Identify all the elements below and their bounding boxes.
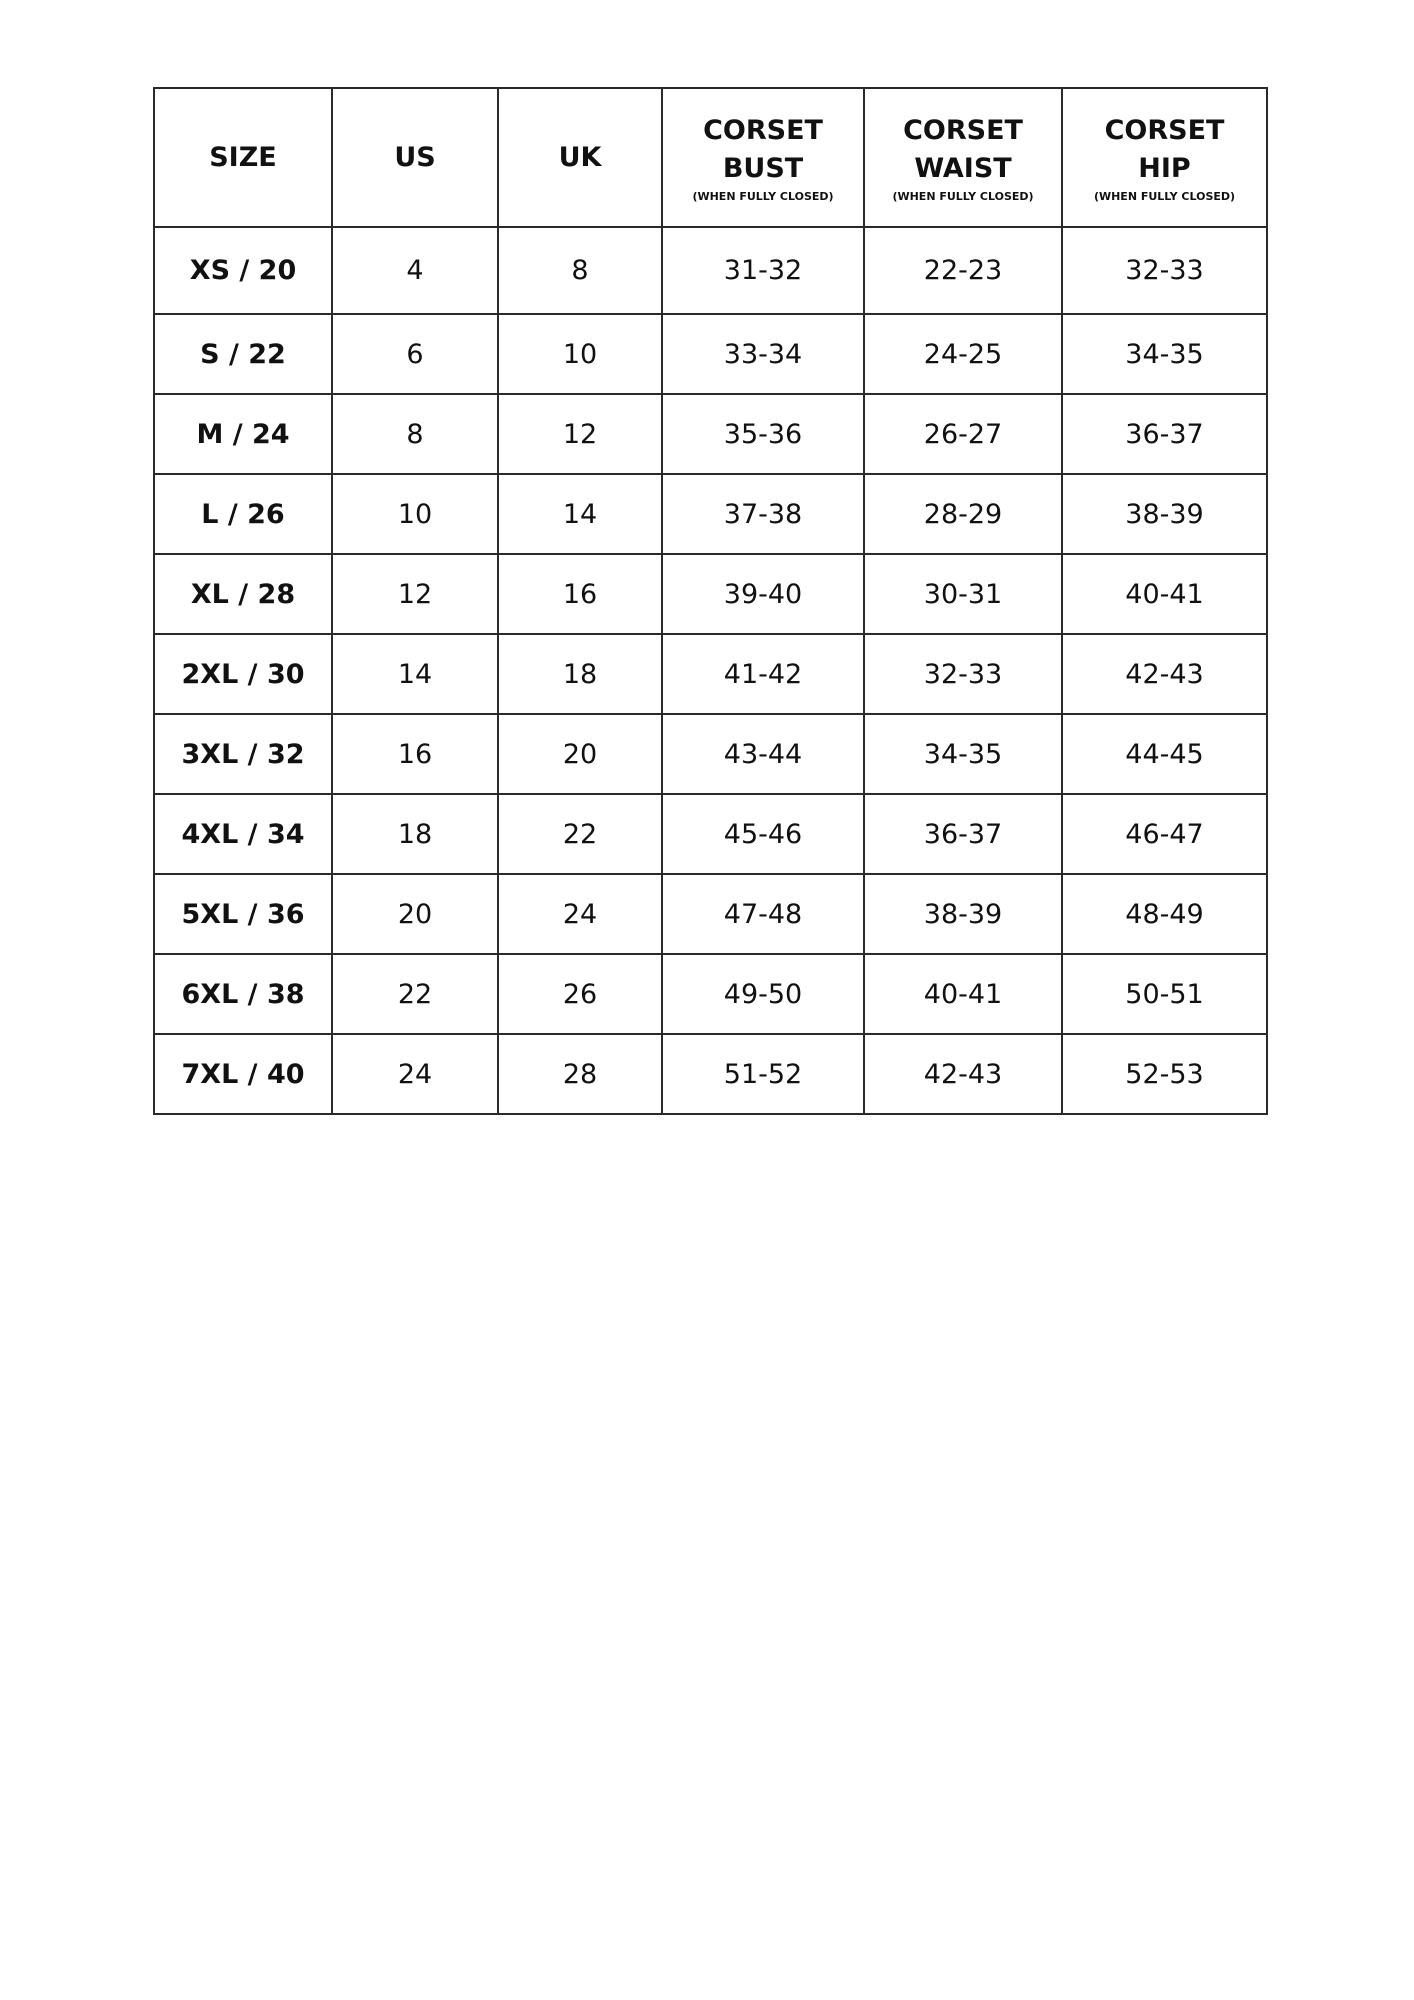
cell-corset-bust: 33-34 <box>662 314 864 394</box>
cell-size: S / 22 <box>154 314 332 394</box>
table-row <box>154 314 1267 394</box>
cell-corset-hip: 46-47 <box>1062 794 1267 874</box>
cell-corset-bust: 31-32 <box>662 227 864 314</box>
cell-corset-hip: 34-35 <box>1062 314 1267 394</box>
cell-corset-waist: 42-43 <box>864 1034 1062 1114</box>
cell-corset-bust: 43-44 <box>662 714 864 794</box>
cell-corset-bust: 35-36 <box>662 394 864 474</box>
cell-corset-waist: 40-41 <box>864 954 1062 1034</box>
cell-corset-bust: 37-38 <box>662 474 864 554</box>
cell-us: 22 <box>332 954 498 1034</box>
column-header-label: CORSET HIP <box>1104 114 1225 184</box>
cell-us: 12 <box>332 554 498 634</box>
column-header-us <box>332 88 498 227</box>
cell-us: 20 <box>332 874 498 954</box>
cell-us: 10 <box>332 474 498 554</box>
column-header-size <box>154 88 332 227</box>
cell-corset-hip: 42-43 <box>1062 634 1267 714</box>
cell-size: 3XL / 32 <box>154 714 332 794</box>
cell-corset-hip: 32-33 <box>1062 227 1267 314</box>
cell-uk: 10 <box>498 314 662 394</box>
header-row <box>154 88 1267 227</box>
table-row <box>154 474 1267 554</box>
table-row <box>154 714 1267 794</box>
size-chart-table <box>153 87 1268 1115</box>
cell-size: 2XL / 30 <box>154 634 332 714</box>
cell-uk: 8 <box>498 227 662 314</box>
column-header-label: SIZE <box>209 141 277 173</box>
cell-corset-hip: 44-45 <box>1062 714 1267 794</box>
cell-corset-waist: 24-25 <box>864 314 1062 394</box>
cell-corset-waist: 36-37 <box>864 794 1062 874</box>
column-header-note: (WHEN FULLY CLOSED) <box>692 189 834 203</box>
cell-corset-bust: 49-50 <box>662 954 864 1034</box>
table-row <box>154 874 1267 954</box>
table-row <box>154 1034 1267 1114</box>
cell-corset-waist: 30-31 <box>864 554 1062 634</box>
cell-corset-bust: 41-42 <box>662 634 864 714</box>
column-header-corset-waist <box>864 88 1062 227</box>
cell-corset-hip: 48-49 <box>1062 874 1267 954</box>
column-header-note: (WHEN FULLY CLOSED) <box>1093 189 1236 203</box>
cell-corset-waist: 32-33 <box>864 634 1062 714</box>
column-header-label: CORSET WAIST <box>903 114 1023 184</box>
cell-corset-bust: 45-46 <box>662 794 864 874</box>
cell-uk: 22 <box>498 794 662 874</box>
table-row <box>154 394 1267 474</box>
cell-size: XS / 20 <box>154 227 332 314</box>
column-header-label: US <box>394 141 436 173</box>
column-header-label: CORSET BUST <box>703 114 823 184</box>
cell-size: XL / 28 <box>154 554 332 634</box>
table-row <box>154 554 1267 634</box>
cell-uk: 26 <box>498 954 662 1034</box>
cell-corset-bust: 39-40 <box>662 554 864 634</box>
cell-corset-bust: 51-52 <box>662 1034 864 1114</box>
column-header-corset-bust <box>662 88 864 227</box>
cell-uk: 24 <box>498 874 662 954</box>
column-header-uk <box>498 88 662 227</box>
cell-uk: 28 <box>498 1034 662 1114</box>
column-header-label: UK <box>558 141 602 173</box>
cell-corset-hip: 38-39 <box>1062 474 1267 554</box>
cell-us: 14 <box>332 634 498 714</box>
cell-corset-bust: 47-48 <box>662 874 864 954</box>
cell-corset-hip: 36-37 <box>1062 394 1267 474</box>
cell-us: 24 <box>332 1034 498 1114</box>
cell-corset-hip: 40-41 <box>1062 554 1267 634</box>
size-chart-body <box>154 227 1267 1114</box>
cell-corset-waist: 28-29 <box>864 474 1062 554</box>
cell-uk: 16 <box>498 554 662 634</box>
column-header-note: (WHEN FULLY CLOSED) <box>892 189 1034 203</box>
cell-size: 4XL / 34 <box>154 794 332 874</box>
cell-corset-waist: 22-23 <box>864 227 1062 314</box>
cell-us: 8 <box>332 394 498 474</box>
cell-uk: 18 <box>498 634 662 714</box>
cell-corset-waist: 26-27 <box>864 394 1062 474</box>
table-row <box>154 227 1267 314</box>
cell-corset-waist: 38-39 <box>864 874 1062 954</box>
cell-us: 6 <box>332 314 498 394</box>
cell-uk: 14 <box>498 474 662 554</box>
cell-corset-waist: 34-35 <box>864 714 1062 794</box>
cell-size: 7XL / 40 <box>154 1034 332 1114</box>
table-row <box>154 634 1267 714</box>
column-header-corset-hip <box>1062 88 1267 227</box>
table-row <box>154 794 1267 874</box>
table-row <box>154 954 1267 1034</box>
cell-us: 4 <box>332 227 498 314</box>
size-chart-header <box>154 88 1267 227</box>
cell-size: M / 24 <box>154 394 332 474</box>
cell-us: 16 <box>332 714 498 794</box>
cell-uk: 20 <box>498 714 662 794</box>
cell-size: L / 26 <box>154 474 332 554</box>
cell-uk: 12 <box>498 394 662 474</box>
cell-corset-hip: 52-53 <box>1062 1034 1267 1114</box>
cell-corset-hip: 50-51 <box>1062 954 1267 1034</box>
cell-size: 5XL / 36 <box>154 874 332 954</box>
cell-size: 6XL / 38 <box>154 954 332 1034</box>
cell-us: 18 <box>332 794 498 874</box>
